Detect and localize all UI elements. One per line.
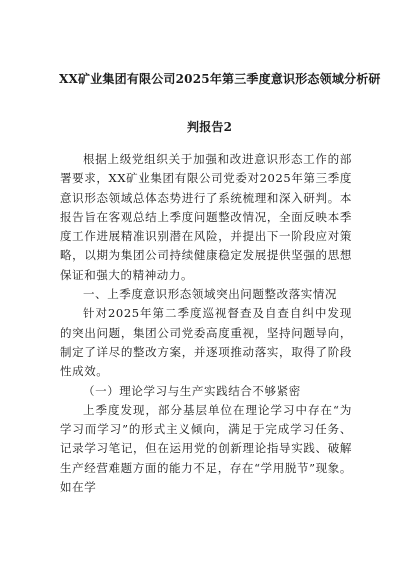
section-heading: 一、上季度意识形态领域突出问题整改落实情况 <box>83 287 338 302</box>
document-body <box>60 150 352 497</box>
subsection-heading: （一）理论学习与生产实践结合不够紧密 <box>83 383 301 398</box>
subsection-paragraph: 上季度发现，部分基层单位在理论学习中存在“为学习而学习”的形式主义倾向，满足于完成学习任务、记录学习笔记，但在运用党的创新理论指导实践、破解生产经营难题方面的能力不足，存在“学用脱节”现象。如在学 <box>60 402 352 495</box>
intro-paragraph: 根据上级党组织关于加强和改进意识形态工作的部署要求，XX矿业集团有限公司党委对2025年第三季度意识形态领域总体态势进行了系统梳理和深入研判。本报告旨在客观总结上季度问题整改情况，全面反映本季度工作进展精准识别潜在风险，并提出下一阶段应对策略，以期为集团公司持续健康稳定发展提供坚强的思想保证和强大的精神动力。 <box>60 152 352 282</box>
document-title-line-1: XX矿业集团有限公司2025年第三季度意识形态领域分析研 <box>59 72 381 86</box>
document-title-line-2: 判报告2 <box>187 120 233 134</box>
section-paragraph: 针对2025年第二季度巡视督查及自查自纠中发现的突出问题，集团公司党委高度重视，坚持问题导向，制定了详尽的整改方案，并逐项推动落实，取得了阶段性成效。 <box>60 306 352 379</box>
